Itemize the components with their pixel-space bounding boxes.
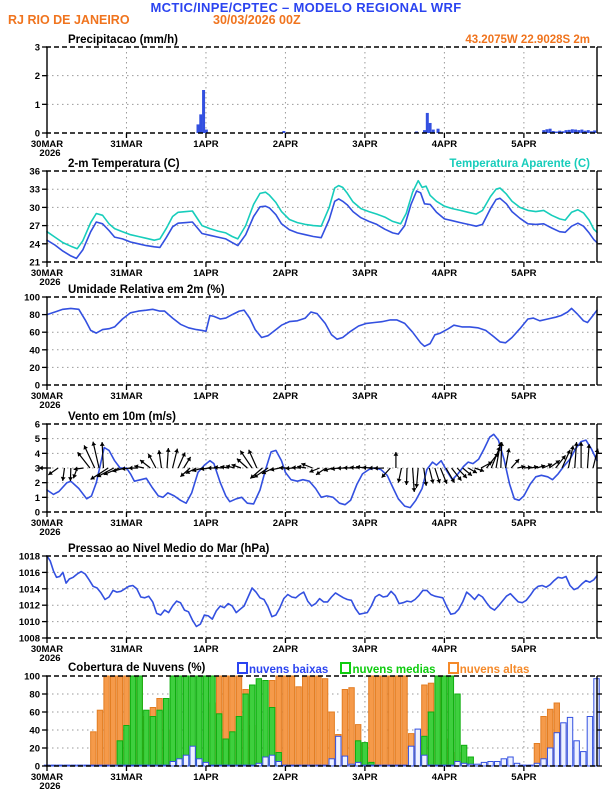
svg-text:3APR: 3APR [352, 139, 378, 150]
svg-text:2APR: 2APR [272, 391, 299, 402]
svg-text:5APR: 5APR [511, 139, 537, 150]
svg-text:5APR: 5APR [511, 644, 537, 655]
svg-text:0: 0 [34, 761, 40, 773]
svg-text:5APR: 5APR [511, 518, 537, 529]
svg-text:1010: 1010 [18, 617, 40, 629]
svg-text:2APR: 2APR [272, 518, 299, 529]
svg-text:2: 2 [34, 478, 40, 490]
svg-text:1APR: 1APR [193, 139, 219, 150]
svg-text:30MAR: 30MAR [30, 518, 64, 529]
legend-label: nuvens medias [352, 664, 436, 676]
svg-text:3APR: 3APR [352, 268, 378, 279]
svg-text:1: 1 [34, 492, 40, 504]
svg-text:4APR: 4APR [431, 139, 458, 150]
svg-text:30: 30 [29, 202, 40, 214]
svg-text:1: 1 [34, 99, 40, 111]
svg-text:1APR: 1APR [193, 772, 219, 783]
svg-text:27: 27 [29, 221, 40, 233]
cloud-cover-plot [24, 672, 602, 792]
svg-text:31MAR: 31MAR [110, 772, 143, 783]
svg-text:2026: 2026 [39, 400, 61, 411]
svg-text:6: 6 [34, 419, 40, 431]
svg-text:2026: 2026 [39, 277, 61, 288]
svg-text:30MAR: 30MAR [30, 644, 64, 655]
temperature-title: 2-m Temperatura (C) [68, 158, 180, 170]
svg-text:1018: 1018 [18, 551, 40, 563]
humidity-title: Umidade Relativa em 2m (%) [68, 284, 225, 296]
svg-text:24: 24 [29, 239, 40, 251]
cloud-legend [237, 662, 538, 676]
svg-text:1APR: 1APR [193, 644, 219, 655]
svg-text:5APR: 5APR [511, 391, 537, 402]
svg-text:0: 0 [34, 507, 40, 519]
legend-item-low-clouds [237, 664, 328, 676]
svg-text:31MAR: 31MAR [110, 268, 143, 279]
svg-text:31MAR: 31MAR [110, 518, 143, 529]
svg-text:80: 80 [29, 689, 40, 701]
model-title: MCTIC/INPE/CPTEC – MODELO REGIONAL WRF [150, 0, 462, 15]
svg-text:3APR: 3APR [352, 518, 378, 529]
svg-text:1014: 1014 [18, 584, 40, 596]
location-label: 43.2075W 22.9028S 2m [465, 34, 590, 46]
svg-text:60: 60 [29, 707, 40, 719]
svg-text:1APR: 1APR [193, 391, 219, 402]
high-clouds-swatch-icon [448, 662, 459, 674]
svg-text:1016: 1016 [18, 567, 40, 579]
station-name: RJ RIO DE JANEIRO [8, 13, 130, 27]
temperature-plot [29, 167, 602, 289]
svg-text:1008: 1008 [18, 633, 40, 645]
svg-text:3: 3 [34, 42, 40, 54]
svg-text:100: 100 [24, 292, 40, 304]
svg-text:2APR: 2APR [272, 139, 299, 150]
svg-text:2026: 2026 [39, 781, 61, 792]
humidity-plot [24, 293, 602, 412]
svg-text:30MAR: 30MAR [30, 139, 64, 150]
svg-text:20: 20 [29, 362, 40, 374]
svg-text:30MAR: 30MAR [30, 772, 64, 783]
svg-text:31MAR: 31MAR [110, 644, 143, 655]
svg-text:4: 4 [34, 448, 40, 460]
svg-text:3APR: 3APR [352, 391, 378, 402]
svg-text:31MAR: 31MAR [110, 139, 143, 150]
pressure-title: Pressao ao Nivel Medio do Mar (hPa) [68, 543, 270, 555]
precipitation-title: Precipitacao (mm/h) [68, 34, 178, 46]
legend-item-mid-clouds [340, 664, 435, 676]
svg-text:3APR: 3APR [352, 772, 378, 783]
svg-text:21: 21 [29, 257, 40, 269]
svg-text:60: 60 [29, 327, 40, 339]
svg-text:4APR: 4APR [431, 268, 458, 279]
svg-text:20: 20 [29, 743, 40, 755]
svg-text:2APR: 2APR [272, 772, 299, 783]
legend-label: nuvens baixas [249, 664, 329, 676]
svg-text:80: 80 [29, 310, 40, 322]
svg-text:4APR: 4APR [431, 518, 458, 529]
run-datetime: 30/03/2026 00Z [213, 13, 301, 27]
pressure-plot [19, 552, 602, 665]
svg-text:1APR: 1APR [193, 518, 219, 529]
svg-text:5: 5 [34, 434, 40, 446]
mid-clouds-swatch-icon [340, 662, 351, 674]
svg-text:2APR: 2APR [272, 268, 299, 279]
wind-title: Vento em 10m (m/s) [68, 411, 177, 423]
legend-item-high-clouds [448, 664, 530, 676]
svg-text:1012: 1012 [18, 600, 40, 612]
low-clouds-swatch-icon [237, 662, 248, 674]
svg-text:3APR: 3APR [352, 644, 378, 655]
svg-text:36: 36 [29, 166, 40, 178]
svg-text:2026: 2026 [39, 148, 61, 159]
svg-text:2026: 2026 [39, 527, 61, 538]
svg-text:0: 0 [34, 128, 40, 140]
svg-text:3: 3 [34, 463, 40, 475]
svg-text:5APR: 5APR [511, 268, 537, 279]
svg-text:2026: 2026 [39, 653, 61, 664]
svg-text:4APR: 4APR [431, 644, 458, 655]
cloud-cover-title: Cobertura de Nuvens (%) [68, 662, 206, 674]
apparent-temperature-label: Temperatura Aparente (C) [449, 158, 590, 170]
legend-label: nuvens altas [459, 664, 530, 676]
svg-text:40: 40 [29, 345, 40, 357]
svg-text:100: 100 [24, 671, 40, 683]
svg-text:4APR: 4APR [431, 772, 458, 783]
precipitation-plot [31, 43, 602, 160]
svg-text:1APR: 1APR [193, 268, 219, 279]
svg-text:31MAR: 31MAR [110, 391, 143, 402]
svg-text:2APR: 2APR [272, 644, 299, 655]
svg-text:30MAR: 30MAR [30, 268, 64, 279]
svg-text:4APR: 4APR [431, 391, 458, 402]
svg-text:40: 40 [29, 725, 40, 737]
svg-text:0: 0 [34, 380, 40, 392]
wind-plot [31, 420, 602, 539]
svg-text:2: 2 [34, 71, 40, 83]
svg-text:5APR: 5APR [511, 772, 537, 783]
svg-text:33: 33 [29, 184, 40, 196]
svg-text:30MAR: 30MAR [30, 391, 64, 402]
